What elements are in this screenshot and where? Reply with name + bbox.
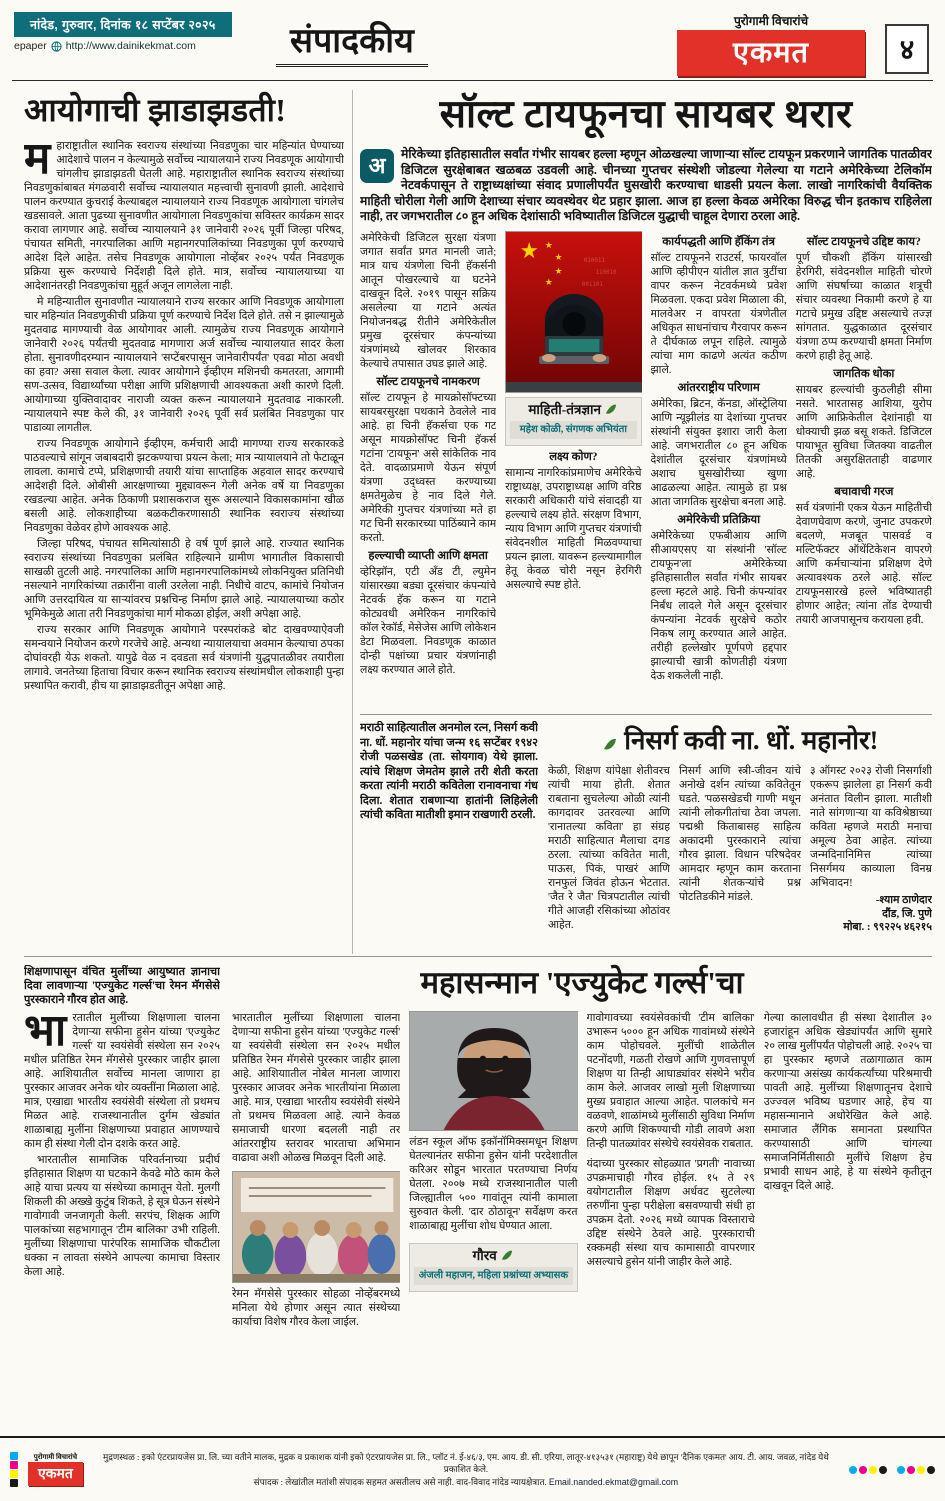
salt-subhead-aim: सॉल्ट टायफूनचे उद्दिष्ट काय? bbox=[806, 235, 921, 248]
salt-col-3 bbox=[651, 231, 787, 685]
educate-right-area bbox=[232, 961, 932, 1419]
salt-p-attack: व्हेरिझॉन, एटी अँड टी, ल्युमेन यांसारख्या बड्या दूरसंचार कंपन्यांचे नेटवर्क हॅक करून या गटाने कोट्यवधी अमेरिकन नागरिकांचे कॉल रेकॉर्ड, मेसेजेस आणि लोकेशन डेटा मिळवला. निवडणूक काळात दोन्ही पक्षांच्या प्रचार यंत्रणांनाही लक्ष्य करण्यात आले होते. bbox=[360, 565, 497, 676]
salt-subhead-method: कार्यपद्धती आणि हॅकिंग तंत्र bbox=[662, 235, 775, 248]
nisarg-p3: ३ ऑगस्ट २०२३ रोजी निसर्गाशी एकरूप झालेला हा निसर्ग कवी अनंतात विलीन झाला. मातीशी नाते सांगणाऱ्या या कविश्रेष्ठाच्या कविता म्हणजे मराठी मनाचा अमूल्य ठेवा आहेत. त्यांच्या जन्मदिनानिमित्त त्यांच्या निसर्गमय काव्याला विनम्र अभिवादन! bbox=[810, 765, 932, 890]
svg-text:★: ★ bbox=[554, 251, 563, 262]
nisarg-headline: निसर्ग कवी ना. धों. महानोर! bbox=[548, 721, 932, 758]
salt-intro-text: मेरिकेच्या इतिहासातील सर्वांत गंभीर सायबर हल्ला म्हणून ओळखल्या जाणाऱ्या सॉल्ट टायफून प्रकरणाने जागतिक पातळीवर डिजिटल सुरक्षेबाबत खळबळ उडवली आहे. चीनच्या गुप्तचर संस्थेशी जोडल्या गेलेल्या या गटाने अमेरिकेच्या टेलिकॉम नेटवर्कपासून ते राष्ट्राध्यक्षांच्या संवाद प्रणालीपर्यंत घुसखोरी करण्याचा धाडसी प्रयत्न केला. लाखो नागरिकांची वैयक्तिक माहिती चोरीला गेली आणि देशाच्या संचार व्यवस्थेवर थेट प्रहार झाला. आज हा हल्ला केवळ अमेरिका विरुद्ध चीन इतकाच राहिलेला नाही, तर जगभरातील ८० हून अधिक देशांसाठी भविष्यातील डिजिटल युद्धाची चाहूल देणारा ठरला आहे. bbox=[360, 147, 932, 223]
nisarg-signoff bbox=[810, 894, 932, 935]
educate-headline: महासन्मान 'एज्युकेट गर्ल्स'चा bbox=[420, 965, 744, 1000]
color-registration-mark bbox=[849, 1466, 857, 1474]
ayog-p1: हाराष्ट्रातील स्थानिक स्वराज्य संस्थांच्या निवडणुका चार महिन्यांत घेण्याच्या आदेशाचे पालन न केल्यामुळे सर्वोच्च न्यायालयाने राज्य निवडणूक आयोगाची चांगलीच झाडाझडती घेतली आहे. महाराष्ट्रातील स्थानिक स्वराज्य संस्थांच्या निवडणुकांबाबत मंगळवारी सर्वोच्च न्यायालयात महत्त्वाची सुनावणी झाली. आदेशाचे पालन करण्यात कुचराई केल्याबद्दल न्यायालयाने राज्य निवडणूक आयोगाला चांगलेच खडसावले. आता पुढच्या सुनावणीत आयोगाला निवडणुकांचा सविस्तर कार्यक्रम सादर करावा लागणार आहे. सर्वोच्च न्यायालयाने ३१ जानेवारी २०२६ पूर्वी जिल्हा परिषद, पंचायत समिती, नगरपालिका आणि महानगरपालिकांच्या निवडणुका पूर्ण करण्याचे आदेश दिले आहेत. तसेच निवडणूक आयोगाला नोव्हेंबर २०२५ पर्यंत निवडणूक प्रक्रिया सुरू करण्याचे निर्देशही दिले होते. मात्र, सर्वोच्च न्यायालयाच्या या आदेशानंतरही निवडणुकांचा मुहूर्त अजून लागलेला नाही. bbox=[24, 140, 344, 292]
safeena-portrait bbox=[409, 1011, 577, 1131]
salt-subhead-global: जागतिक धोका bbox=[833, 367, 895, 380]
salt-caption-author: महेश कोळी, संगणक अभियंता bbox=[510, 421, 636, 439]
educate-pB: लंडन स्कूल ऑफ इकॉनॉमिक्समधून शिक्षण घेतल्यानंतर सफीना हुसेन यांनी परदेशातील करिअर सोडून भारतात परतण्याचा निर्णय घेतला. २००७ मध्ये राजस्थानातील पाली जिल्ह्यातील ५०० गावांतून त्यांनी कामाला सुरुवात केली. 'दार ठोठावून' सर्वेक्षण करत शाळाबाह्य मुलींचा शोध घेण्यात आला. bbox=[409, 1136, 578, 1232]
educate-left-p2: भारतातील सामाजिक परिवर्तनाच्या प्रदीर्घ इतिहासात शिक्षण या घटकाने केवढे मोठे काम केले आहे याचा प्रत्यय या संस्थेच्या कामातून येतो. मुलगी शिकली की अख्खे कुटुंब शिकते, हे सूत्र घेऊन संस्थेने गावोगावी जनजागृती केली. सरपंच, शिक्षक आणि पालकांच्या सहभागातून 'टीम बालिका' उभी राहिली. मुलींच्या शिक्षणाचा पारंपरिक सामाजिक चौकटीला धक्का न लावता संस्थेने आपल्या कामाचा विस्तार केला आहे. bbox=[24, 1154, 220, 1278]
svg-text:110010: 110010 bbox=[595, 269, 617, 276]
educate-caption-title: गौरव bbox=[414, 1249, 572, 1264]
salt-col-2 bbox=[505, 231, 641, 685]
email-link[interactable]: Email.nanded.ekmat@gmail.com bbox=[548, 1477, 679, 1487]
ayog-paragraph: जिल्हा परिषद, पंचायत समित्यांसाठी हे वर्ष पूर्ण झाले आहे. राज्यात स्थानिक स्वराज्य संस्थांच्या निवडणुका प्रलंबित राहिल्याने ग्रामीण भागातील विकासाची साखळी तुटली आहे. नगरपालिका आणि महानगरपालिकांमध्ये लोकनियुक्त प्रतिनिधी नसल्याने नागरिकांच्या तक्रारींना वाली उरलेला नाही. निधीचे वाटप, कामांचे नियोजन आणि उत्तरदायित्व या साऱ्यांवरच प्रश्नचिन्ह निर्माण झाले आहे. न्यायालयाच्या कठोर भूमिकेमुळे आता तरी निवडणुकांचा मार्ग मोकळा होईल, अशी अपेक्षा आहे. bbox=[24, 538, 344, 620]
nisarg-col-2 bbox=[679, 764, 801, 988]
article-nisarg bbox=[360, 714, 932, 988]
salt-p-global: सायबर हल्ल्यांची कुठलीही सीमा नसते. भारतासह आशिया, युरोप आणि आफ्रिकेतील देशांनाही या धोक्याची झळ बसू शकते. डिजिटल पायाभूत सुविधा जितक्या वाढतील तितकी असुरक्षितताही वाढणार आहे. bbox=[795, 383, 932, 480]
section-title: संपादकीय bbox=[276, 16, 428, 67]
salt-subhead-target: लक्ष्य कोण? bbox=[549, 450, 598, 463]
color-registration-mark bbox=[859, 1466, 867, 1474]
signoff-place: दौंड, जि. पुणे bbox=[882, 907, 932, 920]
salt-p-target: सामान्य नागरिकांप्रमाणेच अमेरिकेचे राष्ट्राध्यक्ष, उपराष्ट्राध्यक्ष आणि वरिष्ठ सरकारी अधिकारी यांचे संवादही या हल्ल्याचे लक्ष्य होते. संरक्षण विभाग, न्याय विभाग आणि गुप्तचर यंत्रणांची संवेदनशील माहिती मिळवण्याचा प्रयत्न झाला. यावरून हल्ल्यामागील हेतू केवळ चोरी नसून हेरगिरी असल्याचे स्पष्ट होते. bbox=[505, 466, 642, 591]
salt-headline: सॉल्ट टायफूनचा सायबर थरार bbox=[439, 93, 853, 136]
leaf-icon bbox=[500, 1249, 514, 1264]
educate-left-p1: रतातील मुलींच्या शिक्षणाला चालना देणाऱ्या सफीना हुसेन यांच्या 'एज्युकेट गर्ल्स' या स्वयंसेवी संस्थेला सन २०२५ मधील प्रतिष्ठित रेमन मॅगसेसे पुरस्कार जाहीर झाला आहे. आशियातील सर्वोच्च मानला जाणारा हा पुरस्कार आजवर अनेक थोर व्यक्तींना मिळाला आहे. मात्र, एखाद्या भारतीय स्वयंसेवी संस्थेला तो प्रथमच मिळत आहे. राजस्थानातील दुर्गम खेड्यांत शाळाबाह्य मुलींना शिक्षणाच्या प्रवाहात आणण्याचे काम ही संस्था गेली दोन दशके करत आहे. bbox=[24, 1012, 220, 1150]
educate-columns bbox=[232, 1011, 932, 1415]
footer-masthead bbox=[28, 1453, 83, 1486]
salt-p-intl: अमेरिका, ब्रिटन, कॅनडा, ऑस्ट्रेलिया आणि न्यूझीलंड या देशांच्या गुप्तचर संस्थांनी संयुक्त इशारा जारी केला आहे. जगभरातील ८० हून अधिक देशांतील दूरसंचार यंत्रणांमध्ये अशाच घुसखोरीच्या खुणा आढळल्या आहेत. त्यामुळे हा प्रश्न आता जागतिक सुरक्षेचा बनला आहे. bbox=[650, 397, 787, 508]
color-registration-mark bbox=[907, 1466, 915, 1474]
footer-imprint bbox=[93, 1451, 839, 1488]
ayog-paragraph: राज्य सरकार आणि निवडणूक आयोगाने परस्परांकडे बोट दाखवण्याऐवजी समन्वयाने नियोजन करणे गरजेचे आहे. अन्यथा न्यायालयाचा अवमान केल्याचा ठपका दोघांवरही येऊ शकतो. यापुढे वेळ न दवडता सर्व यंत्रणांनी युद्धपातळीवर तयारीला लागावे. जनतेच्या हिताचा विचार करून स्थानिक स्वराज्य संस्थांमधील लोकशाही पुन्हा प्रस्थापित करावी, हीच या झाडाझडतीतून अपेक्षा आहे. bbox=[24, 624, 344, 692]
educate-pC: गावोगावच्या स्वयंसेवकांची 'टीम बालिका' उभारून ५००० हून अधिक गावांमध्ये संस्थेने काम पोहोचवले. मुलींची शाळेतील पटनोंदणी, गळती रोखणे आणि गुणवत्तापूर्ण शिक्षण या तिन्ही आघाड्यांवर संस्थेने भरीव काम केले. आजवर लाखो मुली शिक्षणाच्या मुख्य प्रवाहात आल्या आहेत. पालकांचे मन वळवणे, शाळांमध्ये मुलींसाठी सुविधा निर्माण करणे आणि शिकण्याची गोडी लावणे अशा तिन्ही पातळ्यांवर संस्थेचे स्वयंसेवक राबतात. bbox=[586, 1012, 755, 1150]
signoff-phone: मोबा. : ९९२२५ ४६२१५ bbox=[843, 921, 932, 934]
header-rule bbox=[12, 80, 933, 81]
masthead-logo: एकमत bbox=[677, 30, 865, 76]
educate-paragraph bbox=[24, 1006, 220, 1151]
color-registration-mark bbox=[10, 1461, 18, 1469]
group-photo bbox=[232, 1171, 400, 1283]
hacker-photo bbox=[505, 231, 641, 393]
article-educate-girls bbox=[24, 956, 932, 1424]
salt-dropcap: अ bbox=[360, 149, 394, 183]
footer-logo: एकमत bbox=[28, 1462, 83, 1486]
color-registration-mark bbox=[10, 1479, 18, 1487]
masthead-tagline: पुरोगामी विचारांचे bbox=[733, 14, 809, 28]
salt-caption-title: माहिती-तंत्रज्ञान bbox=[510, 403, 636, 418]
educate-col-3 bbox=[587, 1011, 755, 1415]
ayog-paragraph bbox=[24, 134, 344, 293]
svg-text:★: ★ bbox=[554, 265, 563, 276]
salt-p-open: अमेरिकेची डिजिटल सुरक्षा यंत्रणा जगात सर्वांत प्रगत मानली जाते; मात्र याच यंत्रणेला चिनी हॅकर्सनी आतून पोखरल्याचे या घटनेने दाखवून दिले. २०१९ पासून सक्रिय असलेल्या या गटाने अत्यंत नियोजनबद्ध रीतीने अमेरिकेतील प्रमुख दूरसंचार कंपन्यांच्या यंत्रणांमध्ये खोलवर शिरकाव केल्याचे तपासात उघड झाले आहे. bbox=[360, 231, 497, 370]
leaf-icon bbox=[604, 403, 618, 418]
salt-subhead-defense: बचावाची गरज bbox=[834, 485, 894, 498]
registration-marks-left bbox=[10, 1452, 18, 1487]
salt-intro bbox=[360, 147, 932, 225]
color-registration-mark bbox=[917, 1466, 925, 1474]
globe-icon bbox=[51, 41, 62, 52]
flag-star: ★ bbox=[519, 238, 540, 263]
salt-p-us: अमेरिकेच्या एफबीआय आणि सीआयएसए या संस्थांनी 'सॉल्ट टायफून'ला अमेरिकेच्या इतिहासातील सर्वांत गंभीर सायबर हल्ला म्हटले आहे. चिनी कंपन्यांवर निर्बंध लादले गेले असून दूरसंचार कंपन्यांना नेटवर्क सुरक्षेचे कठोर निकष लागू करण्यात आले आहेत. तरीही हल्लेखोर पूर्णपणे हद्दपार झाल्याची खात्री कोणतीही यंत्रणा देऊ शकलेली नाही. bbox=[650, 529, 787, 682]
ayog-headline: आयोगाची झाडाझडती! bbox=[24, 92, 287, 128]
educate-pA: भारतातील मुलींच्या शिक्षणाला चालना देणाऱ्या सफीना हुसेन यांच्या 'एज्युकेट गर्ल्स' या स्वयंसेवी संस्थेला सन २०२५ मधील प्रतिष्ठित रेमन मॅगसेसे पुरस्कार जाहीर झाला आहे. आशियाातील नोबेल मानला जाणारा पुरस्कार आजवर अनेक भारतीयांना मिळाला आहे. मात्र, एखाद्या भारतीय स्वयंसेवी संस्थेने तो प्रथमच मिळवला आहे. त्याने केवळ समाजाची धारणा बदलली नाही तर आंतरराष्ट्रीय स्तरावर भारताचा अभिमान वाढावा अशी ओळख मिळवून दिली आहे. bbox=[232, 1012, 401, 1164]
educate-left-body bbox=[24, 1006, 220, 1279]
imprint-line-2 bbox=[93, 1476, 839, 1488]
nisarg-p1: केळी, शिक्षण यांपेक्षा शेतीवरच त्यांची माया होती. शेतात राबताना सुचलेल्या ओळी त्यांनी कागदावर उतरवल्या आणि 'रानातल्या कविता' हा संग्रह मराठी साहित्यात मैलाचा दगड ठरला. त्यांच्या कवितेत माती, पाऊस, पिकं, पाखरं आणि रानफुलं जिवंत होऊन भेटतात. 'जैत रे जैत' चित्रपटातील त्यांची गीते आजही रसिकांच्या ओठांवर आहेत. bbox=[548, 765, 670, 932]
ayog-paragraph: मे महिन्यातील सुनावणीत न्यायालयाने राज्य सरकार आणि निवडणूक आयोगाला चार महिन्यांत निवडणुकीची प्रक्रिया पूर्ण करण्याचे निर्देश दिले होते. तसे न झाल्यामुळे मुदतवाढ मागण्याची वेळ आयोगावर आली. त्यामुळेच राज्य निवडणूक आयोगाने जानेवारी २०२६ पर्यंतची मुदतवाढ मागणारा अर्ज सर्वोच्च न्यायालयात सादर केला होता. सुनावणीदरम्यान न्यायालयाने 'सप्टेंबरपासून जानेवारीपर्यंत' एवढा मोठा अवधी का हवा? असा सवाल केला. त्यावर आयोगाने ईव्हीएम मशिनची कमतरता, आगामी सण-उत्सव, विद्यार्थ्यांच्या परीक्षा आणि प्रशिक्षणाची आवश्यकता अशी कारणे दिली. आयोगाच्या युक्तिवादावर नाराजी व्यक्त करून न्यायालयाने मुदतवाढ नाकारली. न्यायालयाने स्पष्ट केले की, ३१ जानेवारी २०२६ पूर्वी सर्व प्रलंबित निवडणुका पार पाडाव्या लागतील. bbox=[24, 296, 344, 434]
nisarg-columns bbox=[548, 764, 932, 988]
salt-columns bbox=[360, 231, 932, 685]
date-bar: नांदेड, गुरुवार, दिनांक १८ सप्टेंबर २०२५ bbox=[14, 12, 232, 37]
educate-caption-author: अंजली महाजन, महिला प्रश्नांच्या अभ्यासक bbox=[414, 1267, 572, 1285]
leaf-icon bbox=[602, 728, 618, 758]
salt-p-defense: सर्व यंत्रणांनी एकत्र येऊन माहितीची देवाणघेवाण करणे, जुनाट उपकरणे बदलणे, मजबूत पासवर्ड व मल्टिफॅक्टर ऑथेंटिकेशन वापरणे आणि कर्मचाऱ्यांना प्रशिक्षण देणे अत्यावश्यक ठरले आहे. सॉल्ट टायफूनसारखे हल्ले भविष्यातही होणार आहेत; त्यांना तोंड देण्याची तयारी आजपासूनच करायला हवी. bbox=[795, 501, 932, 626]
ayog-body bbox=[24, 134, 344, 693]
page-number: ४ bbox=[885, 24, 929, 74]
article-ayog bbox=[24, 88, 344, 956]
salt-p-naming: सॉल्ट टायफून हे मायक्रोसॉफ्टच्या सायबरसुरक्षा पथकाने ठेवलेले नाव आहे. हा चिनी हॅकर्सचा एक गट असून मायक्रोसॉफ्ट चिनी हॅकर्स गटांना 'टायफून' असे सांकेतिक नाव देते. वादळाप्रमाणे येऊन संपूर्ण यंत्रणा उद्ध्वस्त करण्याच्या क्षमतेमुळेच हे नाव दिले गेले. अमेरिकी गुप्तचर यंत्रणांच्या मते हा गट चिनी सरकारच्या पाठिंब्याने काम करतो. bbox=[360, 391, 497, 544]
educate-left-intro: शिक्षणापासून वंचित मुलींच्या आयुष्यात ज्ञानाचा दिवा लावणाऱ्या 'एज्युकेट गर्ल्स'चा रेमन मॅगसेसे पुरस्काराने गौरव होत आहे. bbox=[24, 966, 220, 1006]
ayog-dropcap: म bbox=[24, 134, 51, 183]
educate-col-4 bbox=[764, 1011, 932, 1415]
salt-caption-box bbox=[505, 397, 641, 446]
educate-pD: यंदाच्या पुरस्कार सोहळ्यात 'प्रगती' नावाच्या उपक्रमाचाही गौरव होईल. १५ ते २९ वयोगटातील शिक्षण अर्धवट सुटलेल्या तरुणींना पुन्हा परीक्षेला बसवण्याची संधी हा उपक्रम देतो. २०२६ मध्ये व्यापक विस्ताराचे उद्दिष्ट संस्थेने ठेवले आहे. पुरस्काराची रक्कमही संस्था याच कामासाठी वापरणार असल्याचे हुसेन यांनी जाहीर केले आहे. bbox=[586, 1158, 755, 1268]
registration-marks-right bbox=[897, 1466, 935, 1474]
educate-caption-box bbox=[409, 1243, 577, 1292]
educate-pF: रेमन मॅगसेसे पुरस्कार सोहळा नोव्हेंबरमध्ये मनिला येथे होणार असून त्यात संस्थेच्या कार्याचा विशेष गौरव केला जाईल. bbox=[232, 1288, 401, 1328]
svg-text:001101: 001101 bbox=[582, 281, 604, 288]
color-registration-mark bbox=[927, 1466, 935, 1474]
educate-left-column bbox=[24, 965, 220, 1417]
nisarg-col-1 bbox=[548, 764, 670, 988]
footer-tagline: पुरोगामी विचारांचे bbox=[33, 1453, 78, 1461]
salt-subhead-attack: हल्ल्याची व्याप्ती आणि क्षमता bbox=[368, 549, 488, 562]
color-registration-mark bbox=[10, 1470, 18, 1478]
svg-text:★: ★ bbox=[545, 239, 554, 250]
educate-pE: गेल्या कालावधीत ही संस्था देशातील ३० हजारांहून अधिक खेड्यांपर्यंत आणि सुमारे २० लाख मुलींपर्यंत पोहोचली आहे. २०२५ चा हा पुरस्कार म्हणजे तळागाळात काम करणाऱ्या असंख्य कार्यकर्त्यांच्या परिश्रमाची पावती आहे. मुलींच्या शिक्षणातूनच देशाचे उज्ज्वल भविष्य घडणार आहे, हेच या महासन्मानाने अधोरेखित केले आहे. समाजात लैंगिक समानता प्रस्थापित करण्यासाठी आणि चांगल्या समाजनिर्मितीसाठी मुलींचे शिक्षण हेच प्रभावी साधन आहे, हे या संस्थेने कृतीतून दाखवून दिले आहे. bbox=[763, 1012, 932, 1192]
nisarg-right bbox=[548, 721, 932, 988]
color-registration-mark bbox=[869, 1466, 877, 1474]
imprint-line-2-text: संपादक : लेखांतील मतांशी संपादक सहमत असतीलच असे नाही. वाद-विवाद नांदेड न्यायक्षेत्रात. bbox=[253, 1477, 547, 1487]
masthead bbox=[677, 12, 865, 76]
educate-col-1 bbox=[232, 1011, 400, 1415]
color-registration-mark bbox=[10, 1452, 18, 1460]
nisarg-p2: निसर्ग आणि स्त्री-जीवन यांचे अनोखे दर्शन त्यांच्या कवितेतून घडते. 'पळसखेडची गाणी' मधून त्यांनी लोकगीतांचा ठेवा जपला. पद्मश्री किताबासह साहित्य अकादमी पुरस्काराने त्यांचा गौरव झाला. विधान परिषदेवर आमदार म्हणून काम करताना त्यांनी शेतकऱ्यांचे प्रश्न पोटतिडकीने मांडले. bbox=[679, 765, 801, 904]
salt-subhead-intl: आंतरराष्ट्रीय परिणाम bbox=[677, 381, 760, 394]
ayog-paragraph: राज्य निवडणूक आयोगाने ईव्हीएम, कर्मचारी आदी मागण्या राज्य सरकारकडे पाठवल्याचे सांगून जबाबदारी झटकण्याचा प्रयत्न केला; मात्र न्यायालयाने तो फेटाळून लावला. कामाचे टप्पे, प्रशिक्षणाची तयारी यांचा साप्ताहिक अहवाल सादर करण्याचे आदेशही दिले. ओबीसी आरक्षणाच्या मुद्द्यावरून गेली अनेक वर्षे या निवडणुका रखडल्या आहेत. अनेक ठिकाणी प्रशासकराज सुरू असल्याने विकासकामांना खीळ बसली आहे. लोकशाहीच्या बळकटीकरणासाठी स्थानिक स्वराज्य संस्थांच्या निवडणुका वेळेवर होणे आवश्यक आहे. bbox=[24, 438, 344, 534]
nisarg-intro: मराठी साहित्यातील अनमोल रत्न, निसर्ग कवी ना. धों. महानोर यांचा जन्म १६ सप्टेंबर १९४२ रोजी पळसखेड (ता. सोयगाव) येथे झाला. त्यांचे शिक्षण जेमतेम झाले तरी शेती करता करता त्यांनी मराठी कवितेला रानावनाचा गंध दिला. शेतात राबणाऱ्या हातांनी लिहिलेली त्यांची कविता मातीशी इमान राखणारी ठरली. bbox=[360, 722, 538, 821]
nisarg-col-3 bbox=[810, 764, 932, 988]
salt-col-1 bbox=[360, 231, 496, 685]
imprint-line-1: मुद्रणस्थळ : इको एंटरप्रायजेस प्रा. लि. च्या वतीने मालक, मुद्रक व प्रकाशक यांनी इको एंटरप्रायजेस प्रा. लि., प्लॉट नं. ई-४६/३, एम. आय. डी. सी. एरिया, लातूर-४१३५३१ (महाराष्ट्र) येथे छापून 'दैनिक एकमत' आय. टी. आय. जवळ, नांदेड येथे प्रकाशित केले. bbox=[102, 1452, 829, 1474]
salt-p-aim: पूर्ण चौकशी हॅकिंग यांसारखी हेरगिरी, संवेदनशील माहिती चोरणे आणि संघर्षाच्या काळात शत्रूची संचार व्यवस्था निकामी करणे हे या गटाचे प्रमुख उद्दिष्ट असल्याचे तज्ज्ञ सांगतात. युद्धकाळात दूरसंचार यंत्रणा ठप्प करण्याची क्षमता निर्माण करणे हाही हेतू आहे. bbox=[795, 251, 932, 362]
page-header bbox=[14, 12, 933, 78]
educate-dropcap: भा bbox=[24, 1006, 67, 1055]
salt-p-method: सॉल्ट टायफूनने राउटर्स, फायरवॉल आणि व्हीपीएन यांतील ज्ञात त्रुटींचा वापर करून नेटवर्कमध्ये प्रवेश मिळवला. एकदा प्रवेश मिळाला की, मालवेअर न वापरता यंत्रणेतील अधिकृत साधनांचाच गैरवापर करून ते दीर्घकाळ लपून राहिले. त्यामुळे त्यांचा माग काढणे अत्यंत कठीण झाले. bbox=[650, 251, 787, 376]
registration-marks-mid bbox=[849, 1466, 887, 1474]
signoff-name: -श्याम ठाणेदार bbox=[875, 894, 932, 907]
color-registration-mark bbox=[879, 1466, 887, 1474]
website-link[interactable]: http://www.dainikekmat.com bbox=[65, 40, 196, 52]
article-salt-typhoon bbox=[360, 86, 932, 712]
salt-subhead-naming: सॉल्ट टायफूनचे नामकरण bbox=[376, 375, 480, 388]
page-footer bbox=[0, 1436, 945, 1501]
svg-text:010011: 010011 bbox=[584, 257, 606, 264]
column-divider bbox=[352, 90, 353, 954]
svg-text:★: ★ bbox=[545, 276, 554, 287]
educate-col-2 bbox=[409, 1011, 577, 1415]
color-registration-mark bbox=[897, 1466, 905, 1474]
salt-subhead-us: अमेरिकेची प्रतिक्रिया bbox=[677, 513, 761, 526]
epaper-label: epaper bbox=[14, 40, 47, 52]
salt-col-4 bbox=[796, 231, 932, 685]
